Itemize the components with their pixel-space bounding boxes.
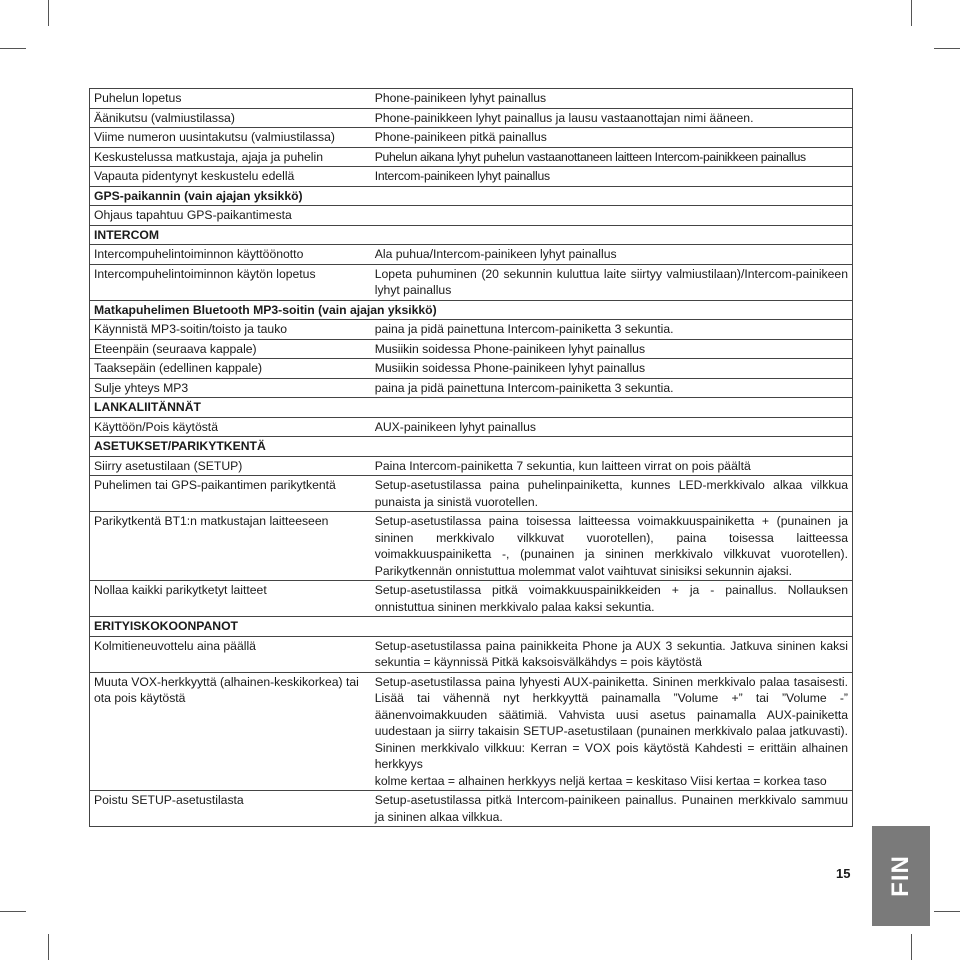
function-cell: Muuta VOX-herkkyyttä (alhainen-keskikorkea) tai ota pois käytöstä	[90, 672, 371, 791]
language-tab-label: FIN	[887, 855, 914, 897]
crop-mark	[0, 48, 26, 49]
crop-mark	[911, 0, 912, 26]
table-row	[90, 89, 853, 109]
section-title: INTERCOM	[90, 225, 853, 245]
table-row	[90, 320, 853, 340]
section-header	[90, 617, 853, 637]
action-cell: Musiikin soidessa Phone-painikeen lyhyt painallus	[371, 339, 853, 359]
crop-mark	[934, 911, 960, 912]
action-cell: Phone-painikeen lyhyt painallus	[371, 89, 853, 109]
table-row	[90, 147, 853, 167]
action-cell: paina ja pidä painettuna Intercom-painiketta 3 sekuntia.	[371, 320, 853, 340]
table-row	[90, 456, 853, 476]
section-title: LANKALIITÄNNÄT	[90, 398, 853, 418]
function-cell: Parikytkentä BT1:n matkustajan laitteeseen	[90, 512, 371, 581]
table-row	[90, 476, 853, 512]
function-cell: Intercompuhelintoiminnon käytön lopetus	[90, 264, 371, 300]
table-row	[90, 128, 853, 148]
table-row	[90, 359, 853, 379]
action-cell: Paina Intercom-painiketta 7 sekuntia, kun laitteen virrat on pois päältä	[371, 456, 853, 476]
function-cell: Vapauta pidentynyt keskustelu edellä	[90, 167, 371, 187]
action-cell: Puhelun aikana lyhyt puhelun vastaanottaneen laitteen Intercom-painikkeen painallus	[371, 147, 853, 167]
crop-mark	[48, 934, 49, 960]
function-cell: Puhelimen tai GPS-paikantimen parikytkentä	[90, 476, 371, 512]
instruction-table	[89, 88, 853, 827]
function-cell: Käyttöön/Pois käytöstä	[90, 417, 371, 437]
section-title: GPS-paikannin (vain ajajan yksikkö)	[90, 186, 853, 206]
crop-mark	[934, 48, 960, 49]
section-header	[90, 437, 853, 457]
table-row	[90, 167, 853, 187]
action-cell: Setup-asetustilassa paina lyhyesti AUX-painiketta. Sininen merkkivalo palaa tasaisesti. Lisää tai vähennä nyt herkkyyttä painamalla ”Volume +” tai ”Volume -” äänenvoimakkuuden säätimiä. Vahvista uusi asetus painamalla AUX-painiketta uudestaan ja siirry takaisin SETUP-asetustilaan (punainen merkkivalo palaa jatkuvasti). Sininen merkkivalo vilkkuu: Kerran = VOX pois käytöstä Kahdesti = erittäin alhainen herkkyys kolme kertaa = alhainen herkkyys neljä kertaa = keskitaso Viisi kertaa = korkea taso	[371, 672, 853, 791]
function-cell: Viime numeron uusintakutsu (valmiustilassa)	[90, 128, 371, 148]
action-cell: Setup-asetustilassa paina painikkeita Phone ja AUX 3 sekuntia. Jatkuva sininen kaksi sekuntia = käynnissä Pitkä kaksoisvälkähdys = pois käytöstä	[371, 636, 853, 672]
table-row	[90, 636, 853, 672]
language-tab	[872, 826, 930, 926]
table-row	[90, 339, 853, 359]
section-title: Matkapuhelimen Bluetooth MP3-soitin (vain ajajan yksikkö)	[90, 300, 853, 320]
action-cell: Setup-asetustilassa paina puhelinpainiketta, kunnes LED-merkkivalo alkaa vilkkua punaista ja sinistä vuorotellen.	[371, 476, 853, 512]
action-cell: Phone-painikeen pitkä painallus	[371, 128, 853, 148]
function-cell: Keskustelussa matkustaja, ajaja ja puhelin	[90, 147, 371, 167]
table-row	[90, 264, 853, 300]
function-cell: Siirry asetustilaan (SETUP)	[90, 456, 371, 476]
table-row	[90, 581, 853, 617]
table-row	[90, 378, 853, 398]
function-cell: Poistu SETUP-asetustilasta	[90, 791, 371, 827]
action-cell: Ala puhua/Intercom-painikeen lyhyt painallus	[371, 245, 853, 265]
action-cell: Intercom-painikeen lyhyt painallus	[371, 167, 853, 187]
function-cell: Taaksepäin (edellinen kappale)	[90, 359, 371, 379]
function-cell: Puhelun lopetus	[90, 89, 371, 109]
action-cell: Phone-painikkeen lyhyt painallus ja lausu vastaanottajan nimi ääneen.	[371, 108, 853, 128]
action-cell: AUX-painikeen lyhyt painallus	[371, 417, 853, 437]
table-row	[90, 672, 853, 791]
action-cell: Setup-asetustilassa pitkä Intercom-painikeen painallus. Punainen merkkivalo sammuu ja sininen alkaa vilkkua.	[371, 791, 853, 827]
section-header	[90, 398, 853, 418]
action-cell: Setup-asetustilassa paina toisessa laitteessa voimakkuuspainiketta + (punainen ja sininen merkkivalo vilkkuvat vuorotellen), paina toisessa laitteessa voimakkuuspainiketta -, (punainen ja sininen merkkivalo vilkkuvat vuorotellen). Parikytkennän onnistuttua molemmat valot vaihtuvat sinisiksi sekunnin ajaksi.	[371, 512, 853, 581]
action-cell: Setup-asetustilassa pitkä voimakkuuspainikkeiden + ja - painallus. Nollauksen onnistuttua sininen merkkivalo palaa kaksi sekuntia.	[371, 581, 853, 617]
section-title: ASETUKSET/PARIKYTKENTÄ	[90, 437, 853, 457]
section-header	[90, 225, 853, 245]
function-cell: Eteenpäin (seuraava kappale)	[90, 339, 371, 359]
section-header	[90, 300, 853, 320]
function-cell: Käynnistä MP3-soitin/toisto ja tauko	[90, 320, 371, 340]
table-row	[90, 206, 853, 226]
table-row	[90, 417, 853, 437]
action-cell: Musiikin soidessa Phone-painikeen lyhyt painallus	[371, 359, 853, 379]
section-title: ERITYISKOKOONPANOT	[90, 617, 853, 637]
table-row	[90, 512, 853, 581]
page-number: 15	[836, 866, 851, 881]
crop-mark	[911, 934, 912, 960]
action-cell: Lopeta puhuminen (20 sekunnin kuluttua laite siirtyy valmiustilaan)/Intercom-painikeen lyhyt painallus	[371, 264, 853, 300]
table-row	[90, 245, 853, 265]
section-header	[90, 186, 853, 206]
action-cell	[371, 206, 853, 226]
function-cell: Intercompuhelintoiminnon käyttöönotto	[90, 245, 371, 265]
table-row	[90, 791, 853, 827]
function-cell: Sulje yhteys MP3	[90, 378, 371, 398]
action-cell: paina ja pidä painettuna Intercom-painiketta 3 sekuntia.	[371, 378, 853, 398]
function-cell: Nollaa kaikki parikytketyt laitteet	[90, 581, 371, 617]
table-row	[90, 108, 853, 128]
crop-mark	[48, 0, 49, 26]
function-cell: Kolmitieneuvottelu aina päällä	[90, 636, 371, 672]
function-cell: Äänikutsu (valmiustilassa)	[90, 108, 371, 128]
function-cell: Ohjaus tapahtuu GPS-paikantimesta	[90, 206, 371, 226]
crop-mark	[0, 911, 26, 912]
